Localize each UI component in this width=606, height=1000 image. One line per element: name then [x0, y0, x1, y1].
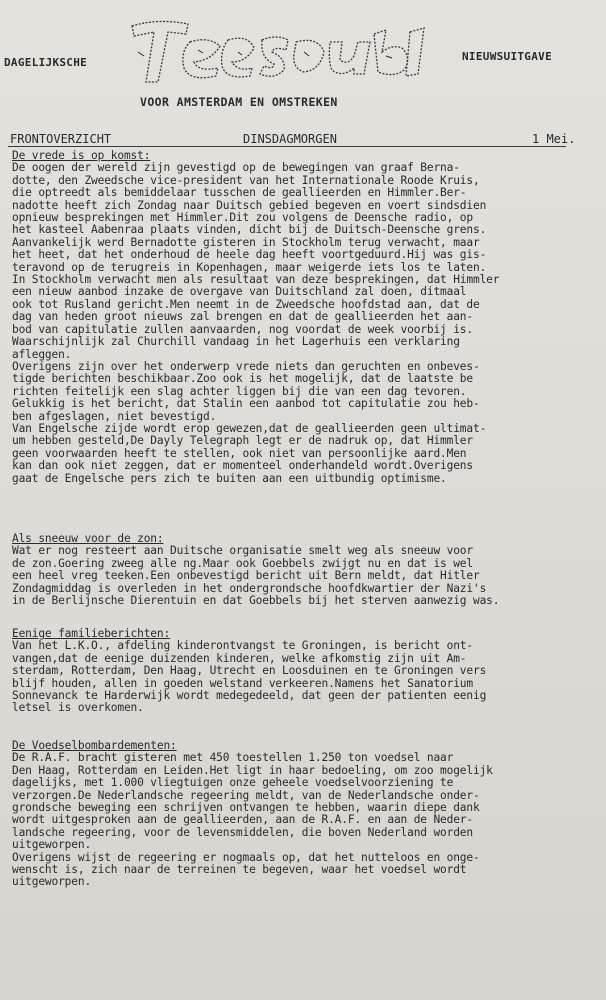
- article-heading: De Voedselbombardementen:: [12, 739, 177, 752]
- article-line: kan dan ook niet zeggen, dat er momenteel onderhandeld wordt.Overigens: [12, 459, 473, 473]
- masthead-logo: [128, 12, 428, 92]
- article-line: In Stockholm verwacht men als resultaat van deze besprekingen, dat Himmler: [12, 273, 500, 287]
- article-line: gaat de Engelsche pers zich te buiten aan een uitbundig optimisme.: [12, 471, 447, 485]
- article-line: teravond op de terugreis in Kopenhagen, maar weigerde iets los te laten.: [12, 260, 487, 274]
- article-line: Gelukkig is het bericht, dat Stalin een aanbod tot capitulatie zou heb-: [12, 397, 480, 411]
- article-line: Zondagmiddag is overleden in het ondergrondsche hoofdkwartier der Nazi's: [12, 581, 487, 595]
- article-peace: [12, 150, 602, 485]
- edition-day: DINSDAGMORGEN: [243, 132, 337, 146]
- article-line: ook tot Rusland gericht.Men neemt in de Zweedsche hoofdstad aan, dat de: [12, 297, 480, 311]
- article-line: um hebben gesteld,De Dayly Telegraph legt er de nadruk op, dat Himmler: [12, 434, 473, 448]
- article-heading: De vrede is op komst:: [12, 149, 151, 162]
- masthead-left-label: DAGELIJKSCHE: [4, 56, 88, 69]
- article-line: uitgeworpen.: [12, 838, 92, 852]
- masthead-right-label: NIEUWSUITGAVE: [462, 50, 552, 63]
- article-line: Overigens wijst de regeering er nogmaals op, dat het nutteloos en onge-: [12, 850, 480, 864]
- article-line: blijf houden, allen in goeden welstand verkeeren.Namens het Sanatorium: [12, 676, 473, 690]
- edition-header: [0, 132, 606, 150]
- masthead: [0, 0, 606, 130]
- article-line: Sonnevanck te Harderwijk wordt medegedeeld, dat geen der patienten eenig: [12, 689, 487, 703]
- article-line: wenscht is, zich naar de terreinen te begeven, waar het voedsel wordt: [12, 863, 467, 877]
- article-line: letsel is overkomen.: [12, 701, 144, 715]
- article-line: het heet, dat het onderhoud de heele dag heeft voortgeduurd.Hij was gis-: [12, 248, 487, 262]
- article-line: richten feitelijk een slag achter liggen bij die van een dag tevoren.: [12, 384, 467, 398]
- article-line: een heel vreg teeken.Een onbevestigd bericht uit Bern meldt, dat Hitler: [12, 569, 480, 583]
- article-line: verzorgen.De Nederlandsche regeering meldt, van de Nederlandsche onder-: [12, 788, 480, 802]
- article-line: Van het L.K.O., afdeling kinderontvangst te Groningen, is bericht ont-: [12, 639, 473, 653]
- article-line: afleggen.: [12, 347, 72, 361]
- article-line: grondsche beweging een schrijven ontvangen te hebben, waarin diepe dank: [12, 801, 480, 815]
- section-label: FRONTOVERZICHT: [10, 132, 112, 146]
- article-line: De R.A.F. bracht gisteren met 450 toestellen 1.250 ton voedsel naar: [12, 751, 454, 765]
- article-line: sterdam, Rotterdam, Den Haag, Utrecht en Loosduinen en te Groningen vers: [12, 664, 487, 678]
- edition-date: 1 Mei.: [532, 132, 576, 146]
- article-line: Wat er nog resteert aan Duitsche organisatie smelt weg als sneeuw voor: [12, 544, 473, 558]
- article-line: opnieuw besprekingen met Himmler.Dit zou volgens de Deensche radio, op: [12, 211, 473, 225]
- masthead-subtitle: VOOR AMSTERDAM EN OMSTREKEN: [140, 95, 338, 109]
- article-line: landsche regeering, voor de levensmiddelen, die boven Nederland worden: [12, 825, 473, 839]
- article-line: in de Berlijnsche Dierentuin en dat Goebbels bij het sterven aanwezig was.: [12, 594, 500, 608]
- article-line: bod van capitulatie zullen aanvaarden, nog voordat de week voorbij is.: [12, 322, 473, 336]
- article-line: nadotte heeft zich Zondag naar Duitsch gebied begeven en voert sindsdien: [12, 198, 487, 212]
- article-line: dagelijks, met 1.000 vliegtuigen onze geheele voedselvoorziening te: [12, 776, 454, 790]
- masthead-logo-drawing: [128, 12, 428, 92]
- article-line: uitgeworpen.: [12, 875, 92, 889]
- article-line: vangen,dat de eenige duizenden kinderen, welke afkomstig zijn uit Am-: [12, 651, 467, 665]
- article-food: [12, 740, 602, 889]
- article-line: Aanvankelijk werd Bernadotte gisteren in Stockholm terug verwacht, maar: [12, 235, 480, 249]
- article-line: Den Haag, Rotterdam en Leiden.Het ligt in haar bedoeling, om zoo mogelijk: [12, 763, 493, 777]
- article-line: geen voorwaarden heeft te stellen, ook niet van persoonlijke aard.Men: [12, 446, 467, 460]
- article-line: die optreedt als bemiddelaar tusschen de geallieerden en Himmler.Ber-: [12, 186, 467, 200]
- article-snow: [12, 533, 602, 607]
- article-line: tigde berichten beschikbaar.Zoo ook is het mogelijk, dat de laatste be: [12, 372, 473, 386]
- article-line: een nieuw aanbod inzake de overgave van Duitschland zal doen, ditmaal: [12, 285, 467, 299]
- article-heading: Als sneeuw voor de zon:: [12, 532, 164, 545]
- article-line: De oogen der wereld zijn gevestigd op de bewegingen van graaf Berna-: [12, 161, 460, 175]
- article-line: Overigens zijn over het onderwerp vrede niets dan geruchten en onbeves-: [12, 359, 480, 373]
- article-line: Waarschijnlijk zal Churchill vandaag in het Lagerhuis een verklaring: [12, 335, 460, 349]
- header-rule: [8, 146, 566, 147]
- article-line: dag van heden groot nieuws zal brengen en dat de geallieerden het aan-: [12, 310, 473, 324]
- article-line: wordt uitgesproken aan de geallieerden, aan de R.A.F. en aan de Neder-: [12, 813, 473, 827]
- article-family: [12, 628, 602, 715]
- article-line: dotte, den Zweedsche vice-president van het Internationale Roode Kruis,: [12, 173, 480, 187]
- article-line: Van Engelsche zijde wordt erop gewezen,dat de geallieerden geen ultimat-: [12, 421, 487, 435]
- article-line: de zon.Goering zweeg alle ng.Maar ook Goebbels zwijgt nu en dat is wel: [12, 556, 473, 570]
- article-line: ben afgeslagen, niet bevestigd.: [12, 409, 217, 423]
- article-heading: Eenige familieberichten:: [12, 627, 171, 640]
- article-line: het kasteel Aabenraa plaats vinden, dicht bij de Duitsch-Deensche grens.: [12, 223, 487, 237]
